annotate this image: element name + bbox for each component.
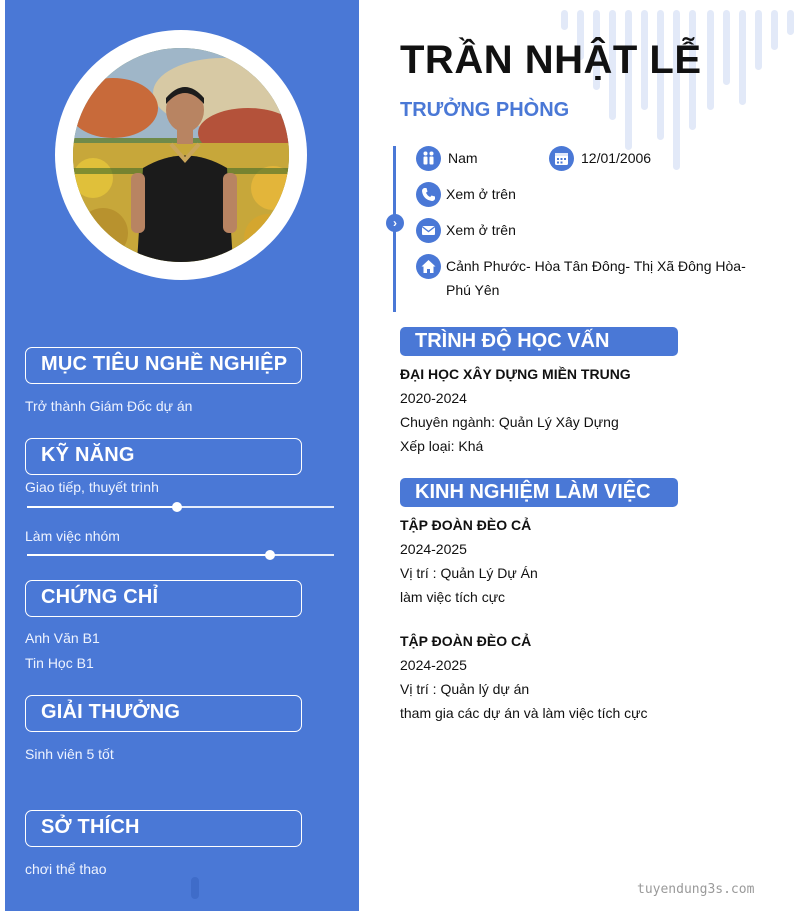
gender-value: Nam	[448, 150, 478, 166]
address-line: Cảnh Phước- Hòa Tân Đông- Thị Xã Đông Hòa-	[446, 258, 746, 274]
objective-heading: MỤC TIÊU NGHỀ NGHIỆP	[25, 347, 302, 384]
skill-level-bar	[27, 554, 334, 556]
job-period: 2024-2025	[400, 657, 467, 673]
skill-label: Làm việc nhóm	[25, 528, 120, 544]
email-icon	[416, 218, 441, 243]
education-period: 2020-2024	[400, 390, 467, 406]
skill-label: Giao tiếp, thuyết trình	[25, 479, 159, 495]
experience-heading: KINH NGHIỆM LÀM VIỆC	[400, 478, 678, 507]
company-name: TẬP ĐOÀN ĐÈO CẢ	[400, 517, 532, 533]
awards-text: Sinh viên 5 tốt	[25, 746, 114, 762]
home-icon	[416, 254, 441, 279]
profile-photo-illustration	[73, 48, 289, 262]
education-major: Chuyên ngành: Quản Lý Xây Dựng	[400, 414, 619, 430]
sidebar	[5, 0, 359, 911]
awards-heading: GIẢI THƯỞNG	[25, 695, 302, 732]
calendar-icon	[549, 146, 574, 171]
objective-text: Trở thành Giám Đốc dự án	[25, 398, 193, 414]
email-value: Xem ở trên	[446, 222, 516, 238]
birthdate-value: 12/01/2006	[581, 150, 652, 166]
certificate-item: Tin Học B1	[25, 655, 94, 671]
chevron-right-icon[interactable]: ›	[386, 214, 404, 232]
profile-photo	[73, 48, 289, 262]
skill-level-fill	[27, 506, 177, 508]
address-line: Phú Yên	[446, 282, 500, 298]
job-description: làm việc tích cực	[400, 589, 506, 605]
skill-level-bar	[27, 506, 334, 508]
watermark: tuyendung3s.com	[637, 882, 755, 897]
job-period: 2024-2025	[400, 541, 467, 557]
company-name: TẬP ĐOÀN ĐÈO CẢ	[400, 633, 532, 649]
profile-photo-frame	[55, 30, 307, 280]
education-heading: TRÌNH ĐỘ HỌC VẤN	[400, 327, 678, 356]
skill-level-knob	[265, 550, 275, 560]
skill-level-fill	[27, 554, 270, 556]
scroll-handle[interactable]	[191, 877, 199, 899]
skill-level-knob	[172, 502, 182, 512]
job-role: Vị trí : Quản Lý Dự Án	[400, 565, 538, 581]
job-description: tham gia các dự án và làm việc tích cực	[400, 705, 648, 721]
hobbies-text: chơi thể thao	[25, 861, 107, 877]
certificates-heading: CHỨNG CHỈ	[25, 580, 302, 617]
gender-icon	[416, 146, 441, 171]
phone-value: Xem ở trên	[446, 186, 516, 202]
full-name: TRẦN NHẬT LỄ	[400, 38, 702, 82]
skills-heading: KỸ NĂNG	[25, 438, 302, 475]
job-position: TRƯỞNG PHÒNG	[400, 99, 570, 121]
education-grade: Xếp loại: Khá	[400, 438, 484, 454]
phone-icon	[416, 182, 441, 207]
job-role: Vị trí : Quản lý dự án	[400, 681, 530, 697]
school-name: ĐẠI HỌC XÂY DỰNG MIỀN TRUNG	[400, 366, 631, 382]
certificate-item: Anh Văn B1	[25, 630, 100, 646]
hobbies-heading: SỞ THÍCH	[25, 810, 302, 847]
